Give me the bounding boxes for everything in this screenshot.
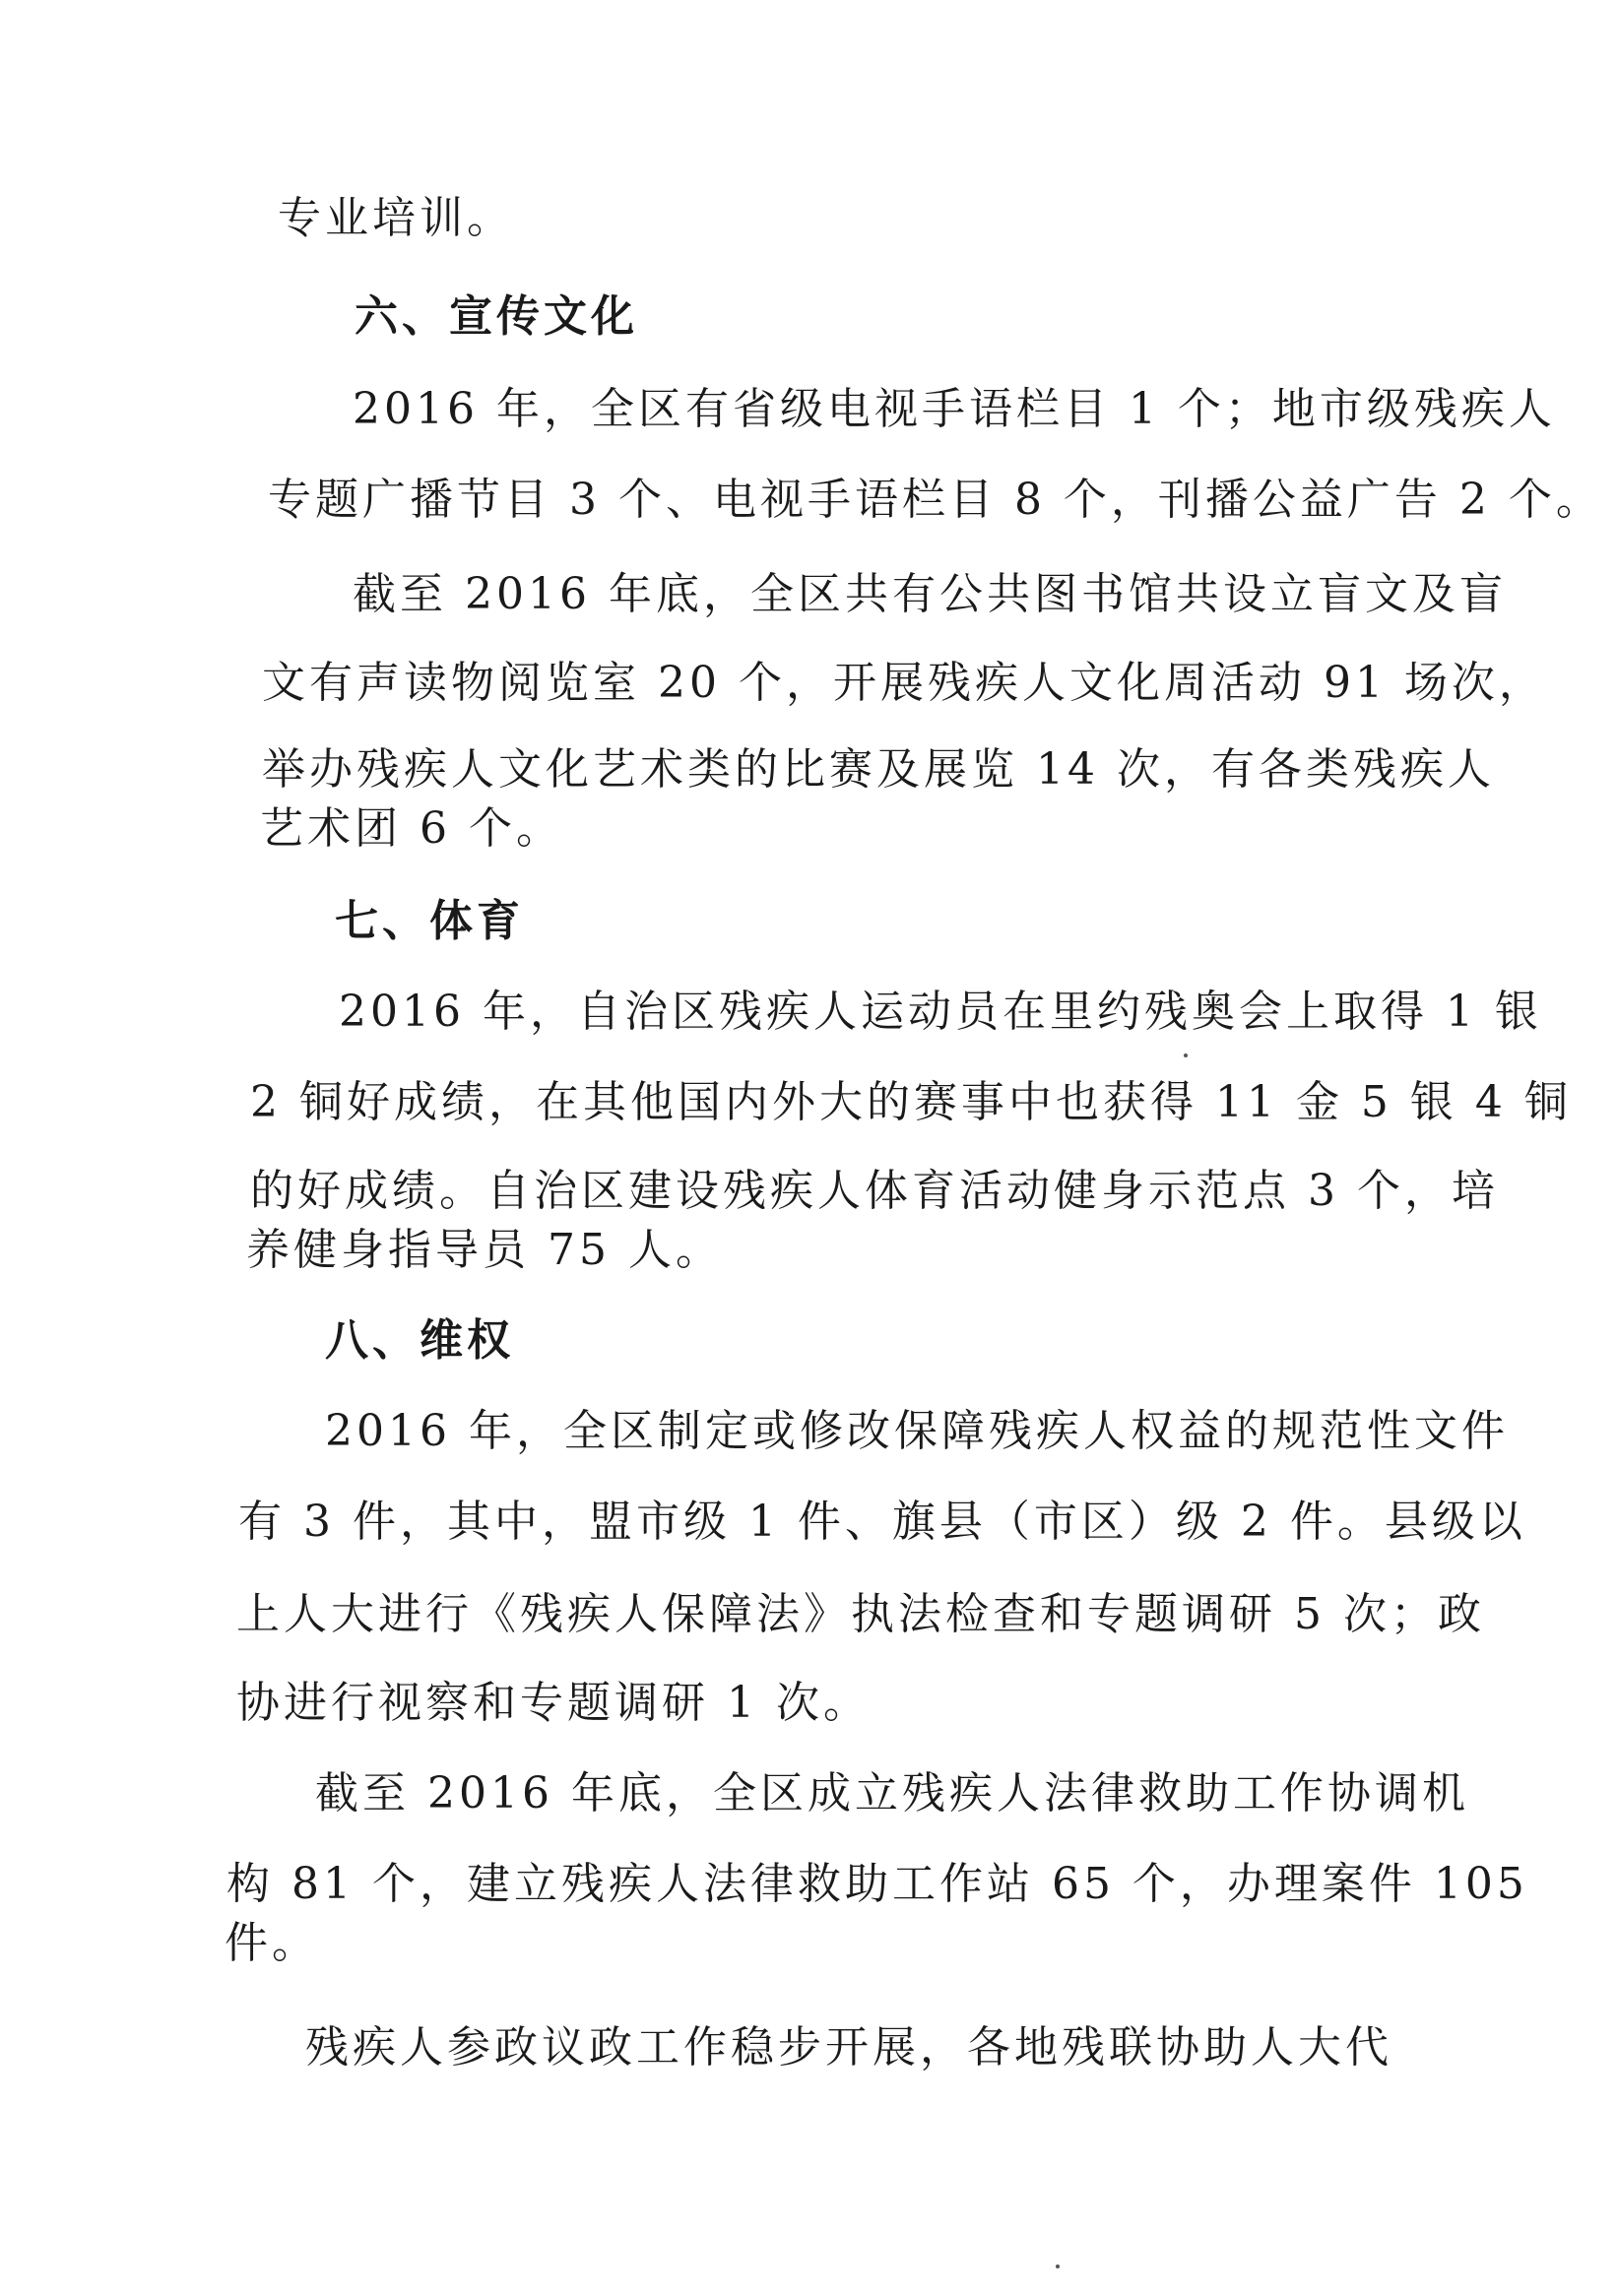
section-heading-rights: 八、维权 bbox=[325, 1315, 514, 1366]
body-line: 2016 年，全区有省级电视手语栏目 1 个；地市级残疾人 bbox=[353, 384, 1556, 434]
body-line: 构 81 个，建立残疾人法律救助工作站 65 个，办理案件 105 bbox=[226, 1859, 1528, 1909]
scan-speck bbox=[1184, 1053, 1188, 1057]
body-line: 的好成绩。自治区建设残疾人体育活动健身示范点 3 个，培 bbox=[250, 1166, 1499, 1216]
body-line: 2016 年，自治区残疾人运动员在里约残奥会上取得 1 银 bbox=[339, 987, 1542, 1037]
body-line: 2016 年，全区制定或修改保障残疾人权益的规范性文件 bbox=[325, 1406, 1509, 1456]
body-line: 截至 2016 年底，全区共有公共图书馆共设立盲文及盲 bbox=[353, 569, 1507, 619]
body-line: 艺术团 6 个。 bbox=[260, 803, 563, 854]
section-heading-sports: 七、体育 bbox=[335, 896, 524, 946]
body-line: 截至 2016 年底，全区成立残疾人法律救助工作协调机 bbox=[315, 1768, 1469, 1818]
scan-speck bbox=[1056, 2264, 1060, 2268]
body-line: 残疾人参政议政工作稳步开展，各地残联协助人大代 bbox=[305, 2022, 1392, 2073]
body-line: 2 铜好成绩，在其他国内外大的赛事中也获得 11 金 5 银 4 铜 bbox=[250, 1077, 1572, 1127]
body-line: 文有声读物阅览室 20 个，开展残疾人文化周活动 91 场次， bbox=[262, 658, 1546, 708]
body-line: 上人大进行《残疾人保障法》执法检查和专题调研 5 次；政 bbox=[236, 1589, 1485, 1639]
body-line: 件。 bbox=[225, 1918, 319, 1968]
body-line: 专业培训。 bbox=[278, 193, 514, 243]
body-line: 协进行视察和专题调研 1 次。 bbox=[236, 1678, 871, 1728]
body-line: 举办残疾人文化艺术类的比赛及展览 14 次，有各类残疾人 bbox=[262, 744, 1495, 795]
section-heading-propaganda: 六、宣传文化 bbox=[355, 291, 638, 342]
body-line: 有 3 件，其中，盟市级 1 件、旗县（市区）级 2 件。县级以 bbox=[238, 1497, 1526, 1547]
body-line: 养健身指导员 75 人。 bbox=[246, 1225, 723, 1275]
body-line: 专题广播节目 3 个、电视手语栏目 8 个，刊播公益广告 2 个。 bbox=[268, 475, 1603, 525]
